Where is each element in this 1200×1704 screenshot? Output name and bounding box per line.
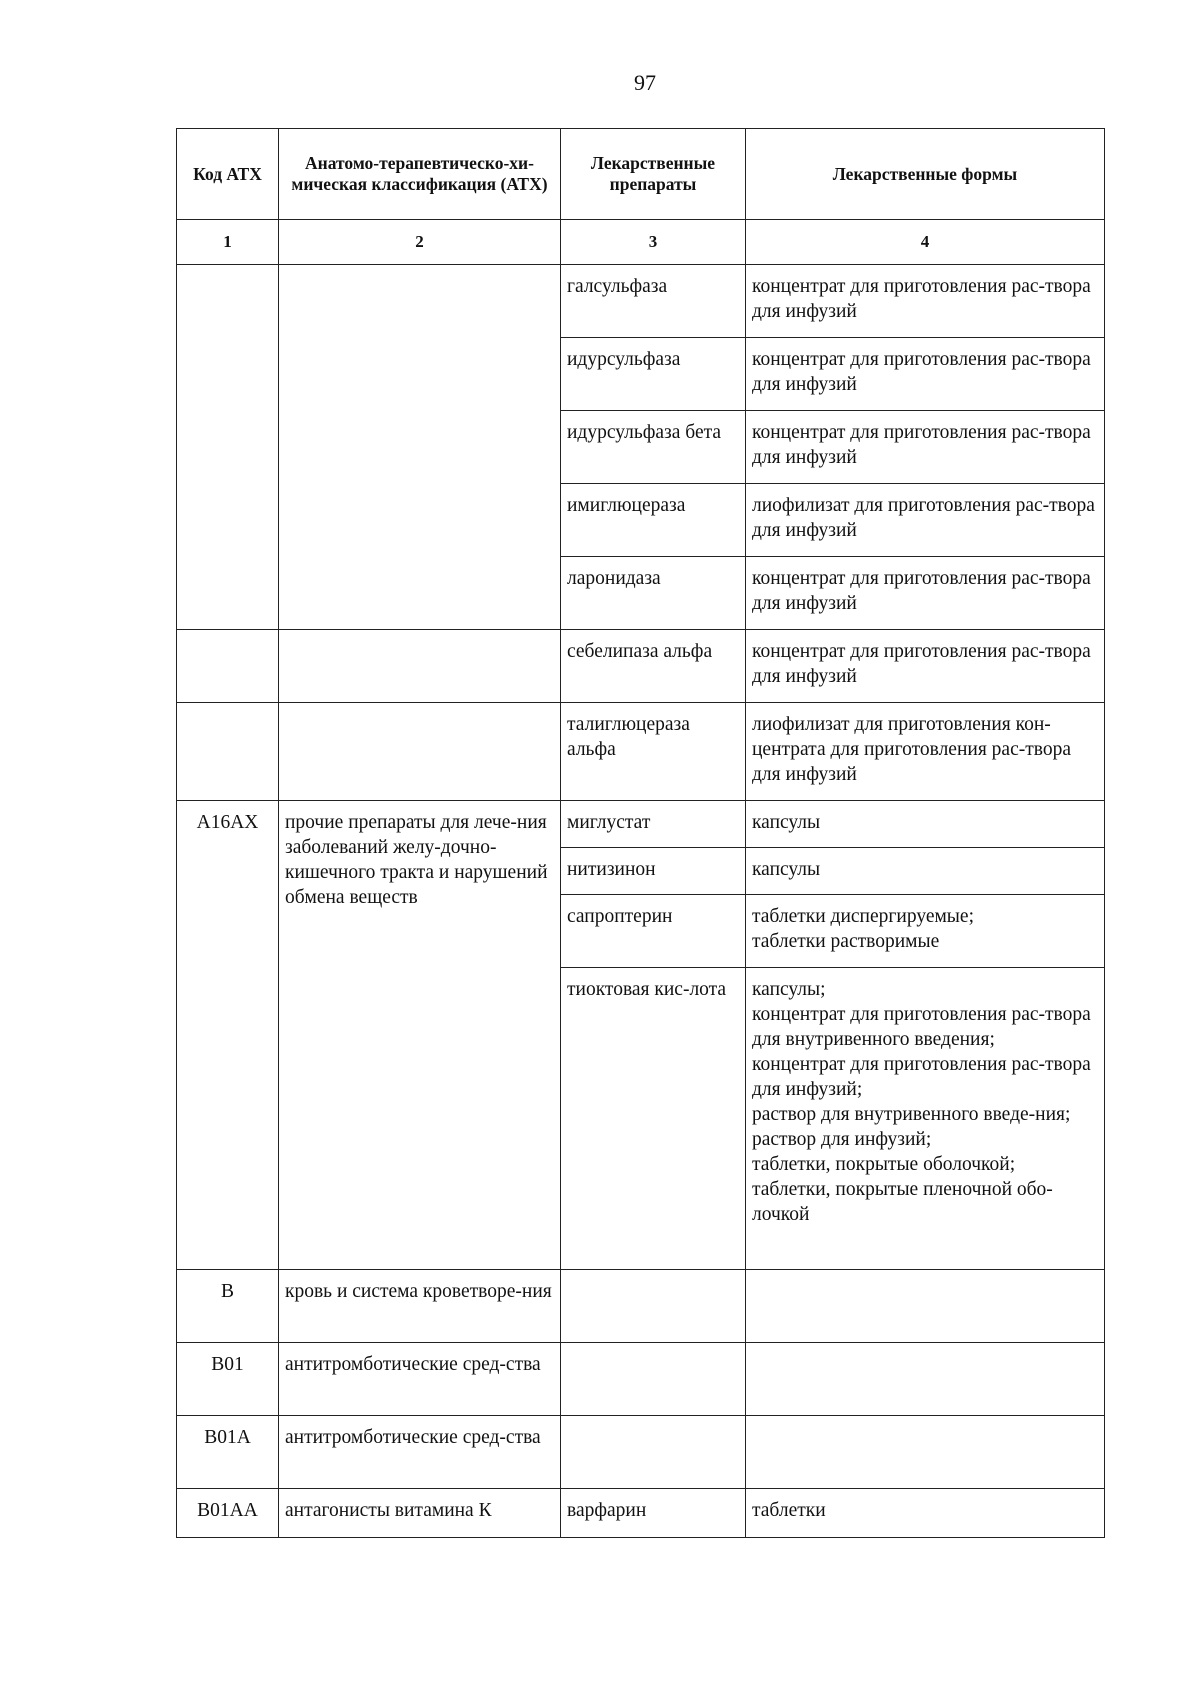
form-cell: лиофилизат для приготовления кон-центрата для приготовления рас-твора для инфузий — [746, 703, 1105, 801]
drug-cell-empty — [561, 1416, 746, 1489]
code-cell: B01A — [177, 1416, 279, 1489]
table-row — [177, 1489, 1105, 1538]
form-cell-empty — [746, 1270, 1105, 1343]
header-forms: Лекарственные формы — [746, 129, 1105, 220]
table-row — [177, 1416, 1105, 1489]
form-cell: капсулы — [746, 848, 1105, 895]
class-cell-empty — [279, 703, 561, 801]
class-cell: прочие препараты для лече-ния заболеваний желу-дочно-кишечного тракта и нарушений обмена веществ — [279, 801, 561, 1270]
form-cell-empty — [746, 1343, 1105, 1416]
column-number: 1 — [177, 220, 279, 265]
drug-cell: галсульфаза — [561, 265, 746, 338]
drug-cell: варфарин — [561, 1489, 746, 1538]
form-cell: концентрат для приготовления рас-твора для инфузий — [746, 557, 1105, 630]
column-number-row — [177, 220, 1105, 265]
code-cell: B01 — [177, 1343, 279, 1416]
code-cell: B — [177, 1270, 279, 1343]
class-cell-empty — [279, 630, 561, 703]
form-cell: концентрат для приготовления рас-твора для инфузий — [746, 630, 1105, 703]
drug-cell: идурсульфаза — [561, 338, 746, 411]
class-cell: кровь и система кроветворе-ния — [279, 1270, 561, 1343]
code-cell-empty — [177, 703, 279, 801]
column-number: 4 — [746, 220, 1105, 265]
table-row — [177, 1270, 1105, 1343]
header-classification: Анатомо-терапевтическо-хи-мическая классификация (АТХ) — [279, 129, 561, 220]
form-cell: концентрат для приготовления рас-твора для инфузий — [746, 338, 1105, 411]
code-cell-empty — [177, 630, 279, 703]
table-row — [177, 703, 1105, 801]
drug-cell: талиглюцераза альфа — [561, 703, 746, 801]
table-row — [177, 630, 1105, 703]
drug-cell: ларонидаза — [561, 557, 746, 630]
drug-cell: тиоктовая кис-лота — [561, 968, 746, 1270]
code-cell: A16AX — [177, 801, 279, 1270]
class-cell: антитромботические сред-ства — [279, 1343, 561, 1416]
atx-table — [176, 128, 1105, 1538]
drug-cell: нитизинон — [561, 848, 746, 895]
drug-cell-empty — [561, 1343, 746, 1416]
table-row — [177, 265, 1105, 338]
header-drugs: Лекарственные препараты — [561, 129, 746, 220]
code-cell: B01AA — [177, 1489, 279, 1538]
class-cell-empty — [279, 265, 561, 630]
drug-cell: миглустат — [561, 801, 746, 848]
drug-cell: себелипаза альфа — [561, 630, 746, 703]
drug-cell: имиглюцераза — [561, 484, 746, 557]
form-cell: таблетки диспергируемые; таблетки растворимые — [746, 895, 1105, 968]
form-cell: капсулы; концентрат для приготовления рас-твора для внутривенного введения; концентрат для приготовления рас-твора для инфузий; раствор для внутривенного введе-ния; раствор для инфузий; таблетки, покрытые оболочкой; таблетки, покрытые пленочной обо-лочкой — [746, 968, 1105, 1270]
class-cell: антагонисты витамина К — [279, 1489, 561, 1538]
class-cell: антитромботические сред-ства — [279, 1416, 561, 1489]
form-cell: лиофилизат для приготовления рас-твора для инфузий — [746, 484, 1105, 557]
code-cell-empty — [177, 265, 279, 630]
table-row — [177, 1343, 1105, 1416]
header-code: Код АТХ — [177, 129, 279, 220]
table-row — [177, 801, 1105, 848]
drug-cell: сапроптерин — [561, 895, 746, 968]
column-number: 3 — [561, 220, 746, 265]
table-header-row — [177, 129, 1105, 220]
drug-cell: идурсульфаза бета — [561, 411, 746, 484]
form-cell: таблетки — [746, 1489, 1105, 1538]
column-number: 2 — [279, 220, 561, 265]
drug-cell-empty — [561, 1270, 746, 1343]
form-cell: капсулы — [746, 801, 1105, 848]
form-cell: концентрат для приготовления рас-твора для инфузий — [746, 265, 1105, 338]
form-cell-empty — [746, 1416, 1105, 1489]
form-cell: концентрат для приготовления рас-твора для инфузий — [746, 411, 1105, 484]
page-number: 97 — [634, 70, 656, 95]
